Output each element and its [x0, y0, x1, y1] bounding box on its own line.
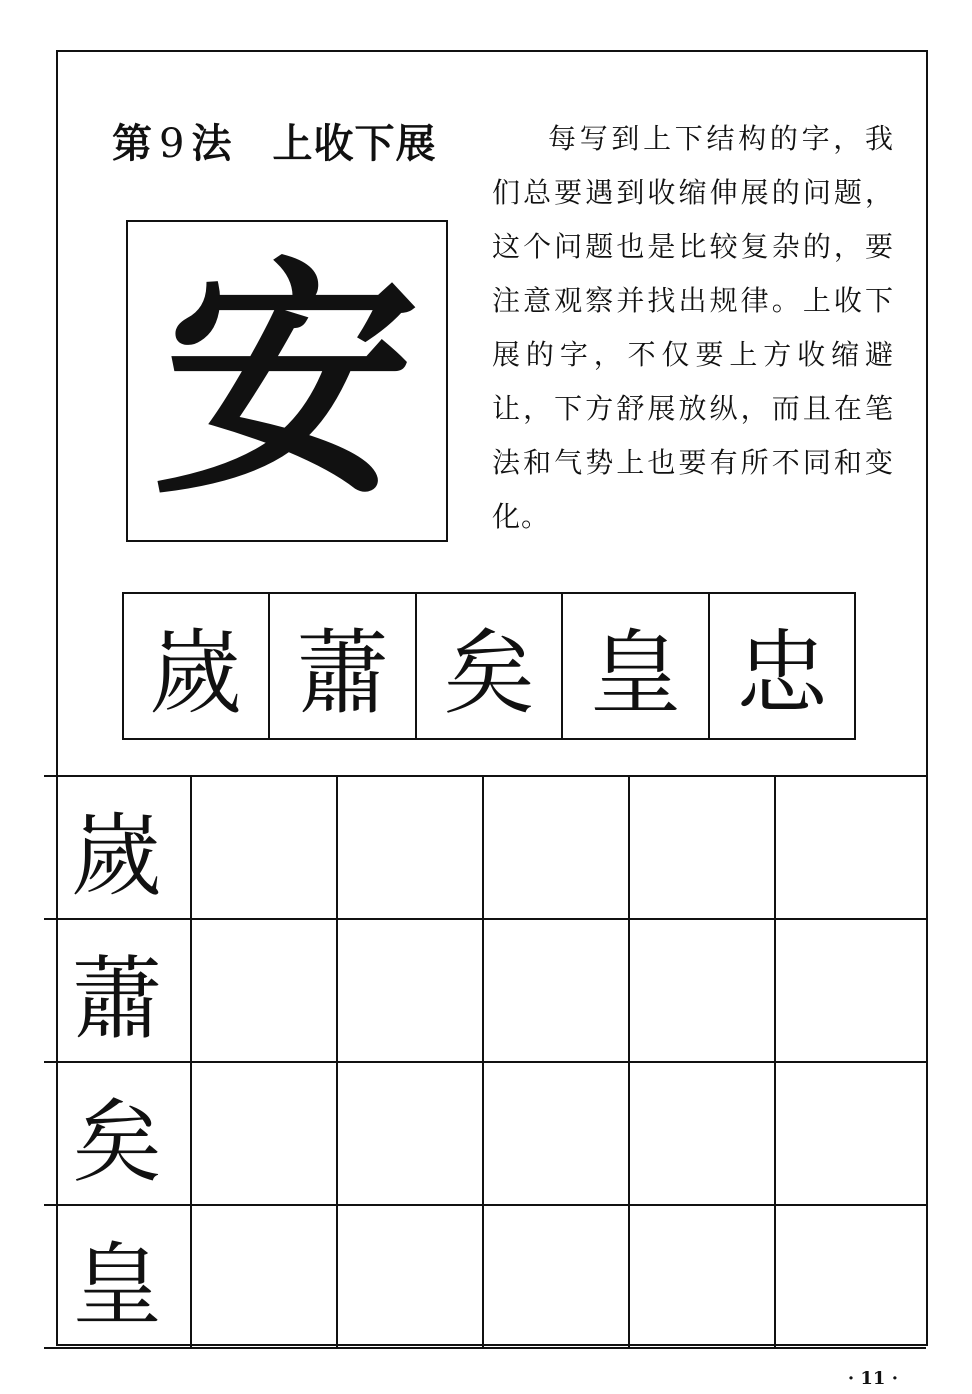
lesson-label: 第 — [112, 121, 153, 167]
page-number: · 11 · — [847, 1368, 898, 1389]
practice-cell[interactable] — [338, 1206, 484, 1349]
lesson-number: 9 — [159, 121, 186, 167]
practice-cell[interactable] — [630, 1206, 776, 1349]
sample-character: 皇 — [563, 594, 709, 738]
sample-characters-row — [122, 592, 856, 740]
practice-cell[interactable] — [776, 777, 926, 920]
sample-character: 矣 — [417, 594, 563, 738]
practice-cell[interactable] — [484, 920, 630, 1063]
practice-model-character: 矣 — [44, 1063, 192, 1206]
practice-cell[interactable] — [776, 920, 926, 1063]
practice-grid — [44, 775, 926, 1352]
sample-character: 忠 — [735, 620, 828, 727]
practice-cell[interactable] — [192, 920, 338, 1063]
practice-cell[interactable] — [630, 777, 776, 920]
practice-model-character: 皇 — [44, 1206, 192, 1349]
practice-cell[interactable] — [192, 1063, 338, 1206]
lesson-name: 上收下展 — [272, 121, 437, 167]
practice-cell[interactable] — [776, 1206, 926, 1349]
practice-cell[interactable] — [630, 920, 776, 1063]
practice-model-character: 蕭 — [44, 920, 192, 1063]
practice-model-character: 嵗 — [44, 777, 192, 920]
practice-cell[interactable] — [484, 1063, 630, 1206]
practice-cell[interactable] — [338, 1063, 484, 1206]
practice-cell[interactable] — [192, 1206, 338, 1349]
practice-cell[interactable] — [338, 920, 484, 1063]
lesson-suffix: 法 — [191, 121, 233, 167]
sample-character: 蕭 — [270, 594, 416, 738]
practice-cell[interactable] — [192, 777, 338, 920]
practice-cell[interactable] — [776, 1063, 926, 1206]
example-character-box — [126, 220, 448, 542]
practice-cell[interactable] — [484, 777, 630, 920]
sample-character: 嵗 — [124, 594, 270, 738]
practice-cell[interactable] — [630, 1063, 776, 1206]
lesson-description: 每写到上下结构的字，我们总要遇到收缩伸展的问题，这个问题也是比较复杂的，要注意观察并找出规律。上收下展的字，不仅要上方收缩避让，下方舒展放纵，而且在笔法和气势上也要有所不同和变化。 — [492, 122, 894, 533]
lesson-title — [112, 112, 436, 169]
example-character: 安 — [146, 234, 428, 528]
practice-cell[interactable] — [338, 777, 484, 920]
practice-cell[interactable] — [484, 1206, 630, 1349]
